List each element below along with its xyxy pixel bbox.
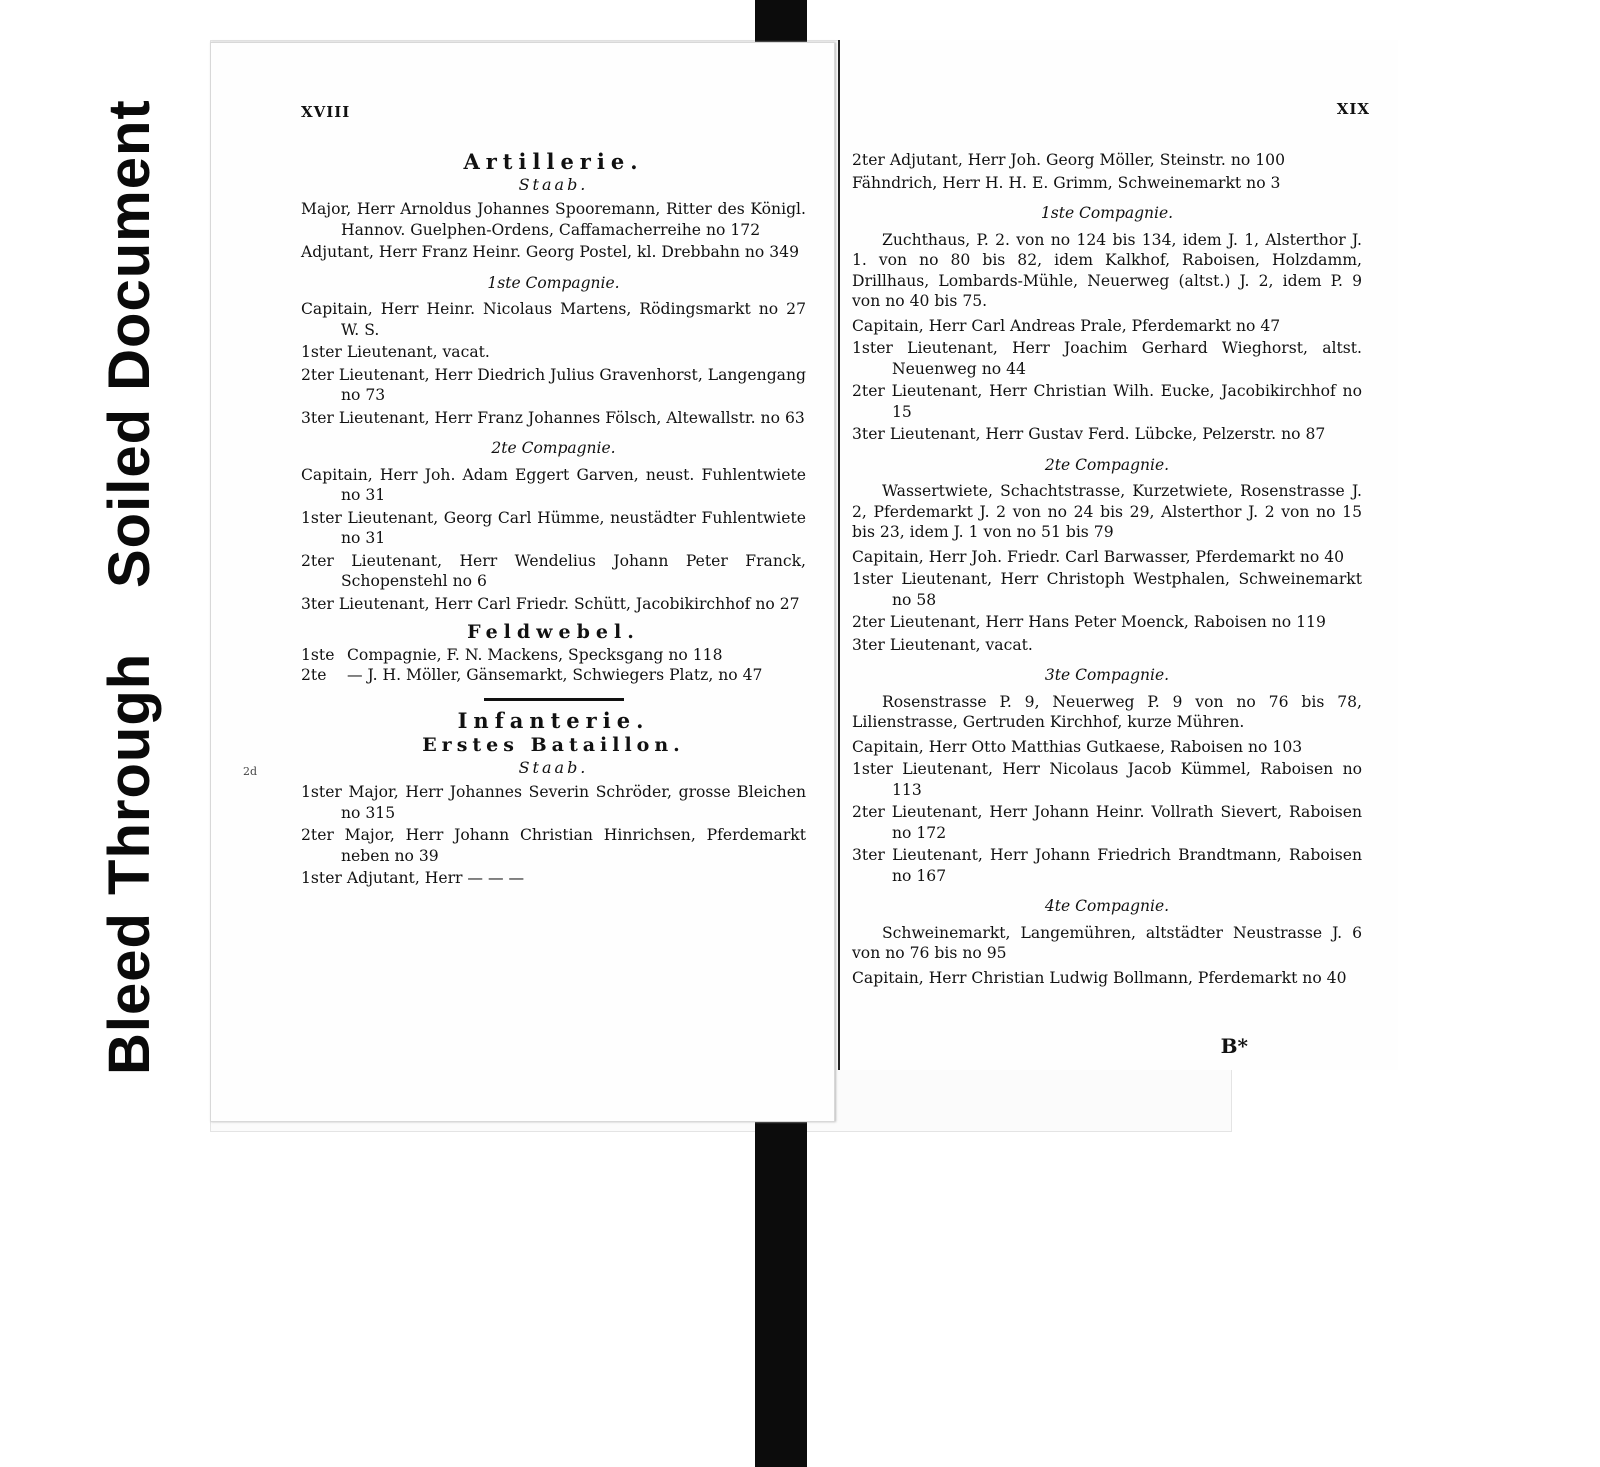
district-description: Rosenstrasse P. 9, Neuerweg P. 9 von no 76 bis 78, Lilienstrasse, Gertruden Kirchhof, kurze Mühren. [852, 692, 1362, 731]
feldwebel-label: 1ste [301, 645, 335, 664]
staab-heading-2: Staab. [518, 757, 589, 777]
feldwebel-title: Feldwebel. [467, 621, 640, 643]
officer-entry: 3ter Lieutenant, vacat. [852, 635, 1033, 654]
artillerie-title: Artillerie. [463, 149, 644, 174]
officer-entry: 2ter Lieutenant, Herr Christian Wilh. Eucke, Jacobikirchhof no 15 [852, 382, 1362, 421]
officer-entry: 1ster Lieutenant, Herr Christoph Westphalen, Schweinemarkt no 58 [852, 570, 1362, 609]
label-soiled-document: Soiled Document [97, 99, 162, 588]
officer-entry: 2ter Major, Herr Johann Christian Hinrichsen, Pferdemarkt neben no 39 [301, 826, 806, 865]
feldwebel-text: — J. H. Möller, Gänsemarkt, Schwiegers Platz, no 47 [347, 666, 763, 684]
officer-entry: Capitain, Herr Joh. Friedr. Carl Barwasser, Pferdemarkt no 40 [852, 547, 1345, 566]
officer-entry: 3ter Lieutenant, Herr Gustav Ferd. Lübcke, Pelzerstr. no 87 [852, 425, 1326, 443]
folio-left: XVIII [301, 103, 351, 121]
officer-entry: 1ster Adjutant, Herr — — — [301, 869, 525, 887]
feldwebel-row [301, 665, 806, 686]
compagnie-1-heading: 1ste Compagnie. [487, 273, 620, 292]
folio-right: XIX [1336, 100, 1370, 118]
feldwebel-text: Compagnie, F. N. Mackens, Specksgang no 118 [347, 645, 723, 664]
officer-entry: 1ster Lieutenant, Georg Carl Hümme, neustädter Fuhlentwiete no 31 [301, 508, 806, 547]
district-description: Zuchthaus, P. 2. von no 124 bis 134, idem J. 1, Alsterthor J. 1. von no 80 bis 82, idem Kalkhof, Raboisen, Holzdamm, Drillhaus, Lombards-Mühle, Neuerweg (altst.) J. 2, idem P. 9 von no 40 bis 75. [852, 230, 1362, 310]
compagnie-1-heading: 1ste Compagnie. [1040, 204, 1174, 222]
feldwebel-row [301, 645, 806, 666]
bataillon-title: Erstes Bataillon. [422, 734, 685, 756]
right-column [852, 150, 1362, 990]
feldwebel-label: 2te [301, 666, 327, 684]
compagnie-3-heading: 3te Compagnie. [1044, 666, 1170, 684]
officer-entry: 1ster Lieutenant, Herr Nicolaus Jacob Kümmel, Raboisen no 113 [852, 760, 1362, 799]
signature-mark: B* [1220, 1034, 1248, 1058]
label-bleed-through: Bleed Through [97, 652, 162, 1075]
officer-entry: 1ster Major, Herr Johannes Severin Schröder, grosse Bleichen no 315 [301, 783, 806, 822]
compagnie-4-heading: 4te Compagnie. [1044, 897, 1170, 915]
officer-entry: 3ter Lieutenant, Herr Johann Friedrich Brandtmann, Raboisen no 167 [852, 846, 1362, 885]
officer-entry: 2ter Lieutenant, Herr Johann Heinr. Vollrath Sievert, Raboisen no 172 [852, 803, 1362, 842]
officer-entry: 3ter Lieutenant, Herr Franz Johannes Fölsch, Altewallstr. no 63 [301, 408, 805, 427]
staab-heading: Staab. [518, 174, 589, 194]
officer-entry: 2ter Lieutenant, Herr Hans Peter Moenck, Raboisen no 119 [852, 613, 1326, 631]
officer-entry: Capitain, Herr Heinr. Nicolaus Martens, Rödingsmarkt no 27 W. S. [301, 300, 806, 339]
infanterie-title: Infanterie. [457, 707, 650, 733]
left-page [210, 42, 835, 1122]
officer-entry: Capitain, Herr Otto Matthias Gutkaese, Raboisen no 103 [852, 737, 1303, 756]
officer-entry: Capitain, Herr Christian Ludwig Bollmann, Pferdemarkt no 40 [852, 968, 1347, 987]
district-description: Wassertwiete, Schachtstrasse, Kurzetwiete, Rosenstrasse J. 2, Pferdemarkt J. 2 von no 24 bis 29, Alsterthor J. 2 von no 15 bis 23, idem J. 1 von no 51 bis 79 [852, 482, 1362, 541]
margin-mark: 2d [243, 765, 258, 778]
officer-entry: 3ter Lieutenant, Herr Carl Friedr. Schütt, Jacobikirchhof no 27 [301, 594, 800, 613]
officer-entry: 2ter Lieutenant, Herr Wendelius Johann Peter Franck, Schopenstehl no 6 [301, 551, 806, 590]
officer-entry: 2ter Adjutant, Herr Joh. Georg Möller, Steinstr. no 100 [852, 151, 1285, 169]
compagnie-2-heading: 2te Compagnie. [1044, 455, 1170, 474]
right-page [838, 40, 1398, 1070]
staab-entry: Adjutant, Herr Franz Heinr. Georg Postel, kl. Drebbahn no 349 [301, 243, 800, 261]
district-description: Schweinemarkt, Langemühren, altstädter Neustrasse J. 6 von no 76 bis no 95 [852, 923, 1362, 962]
section-rule [484, 698, 624, 701]
officer-entry: 2ter Lieutenant, Herr Diedrich Julius Gravenhorst, Langengang no 73 [301, 365, 806, 404]
officer-entry: 1ster Lieutenant, Herr Joachim Gerhard Wieghorst, altst. Neuenweg no 44 [852, 339, 1362, 378]
left-column [301, 148, 806, 891]
staab-entry: Major, Herr Arnoldus Johannes Spooremann, Ritter des Königl. Hannov. Guelphen-Ordens, Caffamacherreihe no 172 [301, 200, 806, 239]
officer-entry: Capitain, Herr Carl Andreas Prale, Pferdemarkt no 47 [852, 316, 1281, 335]
compagnie-2-heading: 2te Compagnie. [491, 439, 616, 457]
officer-entry: Capitain, Herr Joh. Adam Eggert Garven, neust. Fuhlentwiete no 31 [301, 465, 806, 504]
officer-entry: Fähndrich, Herr H. H. E. Grimm, Schweinemarkt no 3 [852, 173, 1281, 192]
officer-entry: 1ster Lieutenant, vacat. [301, 343, 490, 361]
